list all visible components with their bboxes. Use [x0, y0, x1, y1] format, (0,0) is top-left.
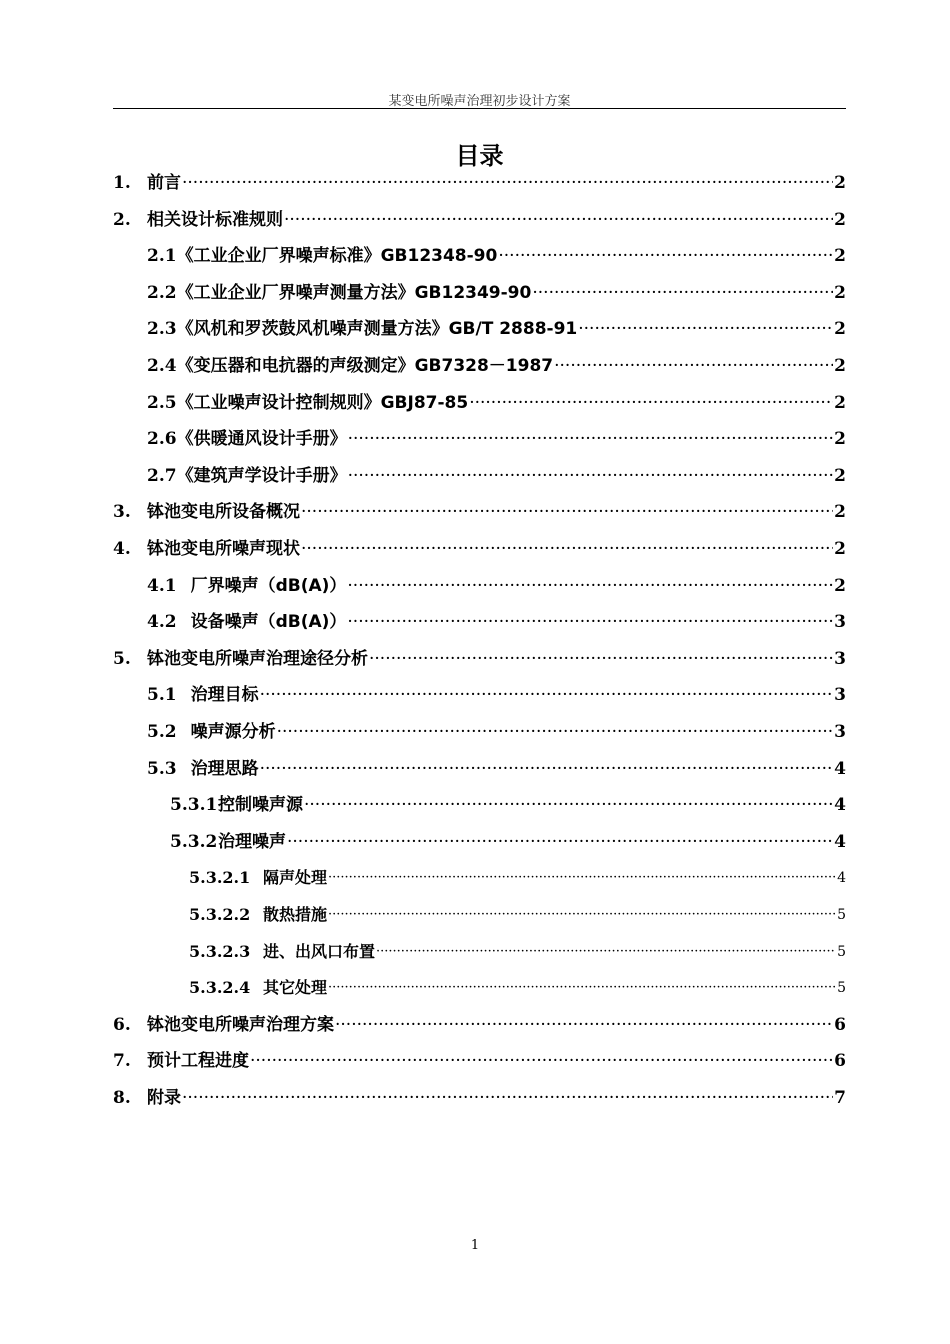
toc-dot-leader — [287, 831, 833, 853]
toc-entry-page: 7 — [834, 1088, 846, 1108]
toc-entry-title: 附录 — [147, 1088, 181, 1108]
toc-entry-page: 2 — [834, 173, 846, 193]
toc-entry[interactable] — [113, 754, 846, 780]
toc-entry-number: 2.6 — [147, 429, 177, 450]
toc-entry-page: 2 — [834, 539, 846, 559]
toc-dot-leader — [376, 941, 836, 963]
toc-entry-page: 2 — [834, 209, 846, 230]
toc-entry-page: 2 — [834, 429, 846, 450]
toc-dot-leader — [328, 977, 836, 999]
toc-entry[interactable] — [113, 644, 846, 670]
toc-entry-title: 前言 — [147, 173, 181, 193]
toc-dot-leader — [260, 684, 834, 706]
toc-entry-title: 《工业企业厂界噪声标准》GB12348-90 — [176, 246, 498, 267]
toc-entry-number: 1. — [113, 173, 131, 193]
toc-dot-leader — [369, 648, 833, 670]
toc-entry-page: 2 — [834, 465, 846, 486]
toc-entry-title: 其它处理 — [263, 978, 328, 998]
toc-entry-title: 《工业企业厂界噪声测量方法》GB12349-90 — [176, 282, 532, 303]
toc-dot-leader — [347, 611, 833, 633]
toc-entry-page: 2 — [834, 282, 846, 303]
toc-entry-page: 2 — [834, 319, 846, 340]
toc-entry-title: 钵池变电所噪声现状 — [147, 539, 300, 559]
toc-entry-number: 2.4 — [147, 356, 177, 376]
toc-dot-leader — [348, 465, 834, 487]
toc-entry-title: 钵池变电所噪声治理方案 — [147, 1014, 334, 1035]
toc-dot-leader — [578, 318, 833, 340]
toc-entry-title: 设备噪声（dB(A)） — [190, 612, 347, 633]
toc-entry-page: 5 — [837, 907, 846, 923]
toc-entry-number: 5. — [113, 648, 131, 669]
toc-entry-page: 2 — [834, 392, 846, 413]
toc-entry[interactable] — [113, 388, 846, 414]
toc-entry-page: 5 — [837, 943, 846, 960]
toc-dot-leader — [182, 172, 833, 194]
toc-entry[interactable] — [113, 497, 846, 523]
toc-entry[interactable] — [113, 241, 846, 267]
page-number: 1 — [470, 1238, 480, 1253]
toc-entry[interactable] — [113, 1083, 846, 1109]
toc-entry-page: 3 — [834, 612, 846, 633]
toc-entry[interactable] — [113, 863, 846, 889]
toc-dot-leader — [250, 1050, 833, 1072]
toc-entry-title: 《建筑声学设计手册》 — [176, 465, 347, 486]
toc-entry-title: 治理目标 — [190, 685, 259, 706]
toc-entry-number: 2.7 — [147, 465, 177, 486]
toc-entry-page: 4 — [834, 831, 846, 852]
toc-dot-leader — [335, 1014, 833, 1036]
toc-entry-title: 《工业噪声设计控制规则》GBJ87-85 — [176, 392, 469, 413]
toc-entry-page: 2 — [834, 246, 846, 267]
toc-entry-number: 5.2 — [147, 722, 177, 742]
toc-entry[interactable] — [113, 168, 846, 194]
toc-entry-number: 5.3.2.4 — [189, 978, 251, 998]
toc-entry-number: 5.3.2.2 — [189, 905, 251, 924]
toc-entry-title: 钵池变电所设备概况 — [147, 502, 300, 523]
toc-dot-leader — [532, 282, 833, 304]
toc-entry-number: 2.1 — [147, 246, 177, 267]
toc-entry-page: 3 — [834, 722, 846, 742]
toc-entry-title: 治理思路 — [190, 758, 259, 779]
toc-entry-title: 《变压器和电抗器的声级测定》GB7328－1987 — [176, 356, 554, 376]
toc-entry-number: 5.3.2.1 — [189, 868, 251, 888]
toc-entry-number: 3. — [113, 502, 131, 523]
toc-entry[interactable] — [113, 790, 846, 816]
toc-entry-page: 2 — [834, 575, 846, 596]
toc-entry[interactable] — [113, 461, 846, 487]
toc-entry-page: 3 — [834, 685, 846, 706]
toc-entry-title: 治理噪声 — [218, 831, 286, 852]
header-rule — [113, 108, 846, 109]
toc-entry-number: 4.1 — [147, 575, 177, 596]
toc-entry[interactable] — [113, 680, 846, 706]
toc-dot-leader — [304, 794, 833, 816]
toc-dot-leader — [348, 428, 834, 450]
toc-entry[interactable] — [113, 1046, 846, 1072]
toc-entry-title: 隔声处理 — [263, 868, 328, 888]
toc-entry[interactable] — [113, 278, 846, 304]
toc-entry-title: 噪声源分析 — [190, 722, 276, 742]
toc-entry[interactable] — [113, 314, 846, 340]
toc-entry-title: 相关设计标准规则 — [147, 209, 283, 230]
toc-entry-number: 2.2 — [147, 282, 177, 303]
toc-dot-leader — [328, 904, 836, 926]
toc-entry-title: 《供暖通风设计手册》 — [176, 429, 347, 450]
toc-dot-leader — [301, 538, 833, 560]
toc-entry-title: 厂界噪声（dB(A)） — [190, 575, 347, 596]
toc-entry-page: 2 — [834, 356, 846, 376]
toc-entry-title: 预计工程进度 — [147, 1051, 249, 1072]
toc-entry-page: 4 — [834, 758, 846, 779]
toc-entry-page: 6 — [834, 1014, 846, 1035]
toc-entry-number: 5.3.1 — [170, 795, 218, 816]
toc-dot-leader — [260, 758, 834, 780]
toc-dot-leader — [469, 392, 833, 414]
toc-heading: 目录 — [455, 142, 504, 170]
toc-entry-title: 《风机和罗茨鼓风机噪声测量方法》GB/T 2888-91 — [176, 319, 578, 340]
toc-dot-leader — [301, 501, 833, 523]
toc-entry-page: 6 — [834, 1051, 846, 1072]
toc-dot-leader — [498, 245, 833, 267]
toc-entry[interactable] — [113, 534, 846, 560]
toc-entry-page: 4 — [837, 870, 846, 887]
toc-dot-leader — [328, 867, 836, 889]
toc-dot-leader — [347, 575, 833, 597]
toc-entry-number: 5.3 — [147, 758, 177, 779]
toc-entry-number: 8. — [113, 1088, 131, 1108]
toc-entry[interactable] — [113, 900, 846, 926]
toc-entry-number: 2.3 — [147, 319, 177, 340]
toc-entry-number: 2.5 — [147, 392, 177, 413]
toc-entry-title: 散热措施 — [263, 905, 328, 924]
toc-entry[interactable] — [113, 937, 846, 963]
toc-entry[interactable] — [113, 205, 846, 231]
toc-entry[interactable] — [113, 351, 846, 377]
toc-entry-number: 7. — [113, 1051, 131, 1072]
toc-entry-page: 5 — [837, 980, 846, 997]
toc-entry-number: 4.2 — [147, 612, 177, 633]
toc-entry[interactable] — [113, 973, 846, 999]
toc-entry-title: 钵池变电所噪声治理途径分析 — [147, 648, 368, 669]
toc-entry-number: 6. — [113, 1014, 131, 1035]
toc-dot-leader — [182, 1087, 833, 1109]
toc-entry-number: 4. — [113, 539, 131, 559]
toc-dot-leader — [554, 355, 833, 377]
toc-entry-page: 3 — [834, 648, 846, 669]
toc-entry[interactable] — [113, 717, 846, 743]
toc-entry[interactable] — [113, 1010, 846, 1036]
toc-entry-number: 5.3.2.3 — [189, 941, 251, 961]
toc-entry-page: 4 — [834, 795, 846, 816]
toc-entry-number: 5.1 — [147, 685, 177, 706]
toc-entry-number: 2. — [113, 209, 131, 230]
toc-dot-leader — [277, 721, 834, 743]
toc-entry[interactable] — [113, 571, 846, 597]
toc-entry[interactable] — [113, 827, 846, 853]
toc-entry-title: 进、出风口布置 — [263, 941, 376, 961]
toc-entry[interactable] — [113, 607, 846, 633]
toc-entry-page: 2 — [834, 502, 846, 523]
toc-dot-leader — [284, 209, 833, 231]
toc-entry-number: 5.3.2 — [170, 831, 218, 852]
running-header: 某变电所噪声治理初步设计方案 — [388, 94, 571, 109]
toc-entry[interactable] — [113, 424, 846, 450]
toc-entry-title: 控制噪声源 — [218, 795, 303, 816]
